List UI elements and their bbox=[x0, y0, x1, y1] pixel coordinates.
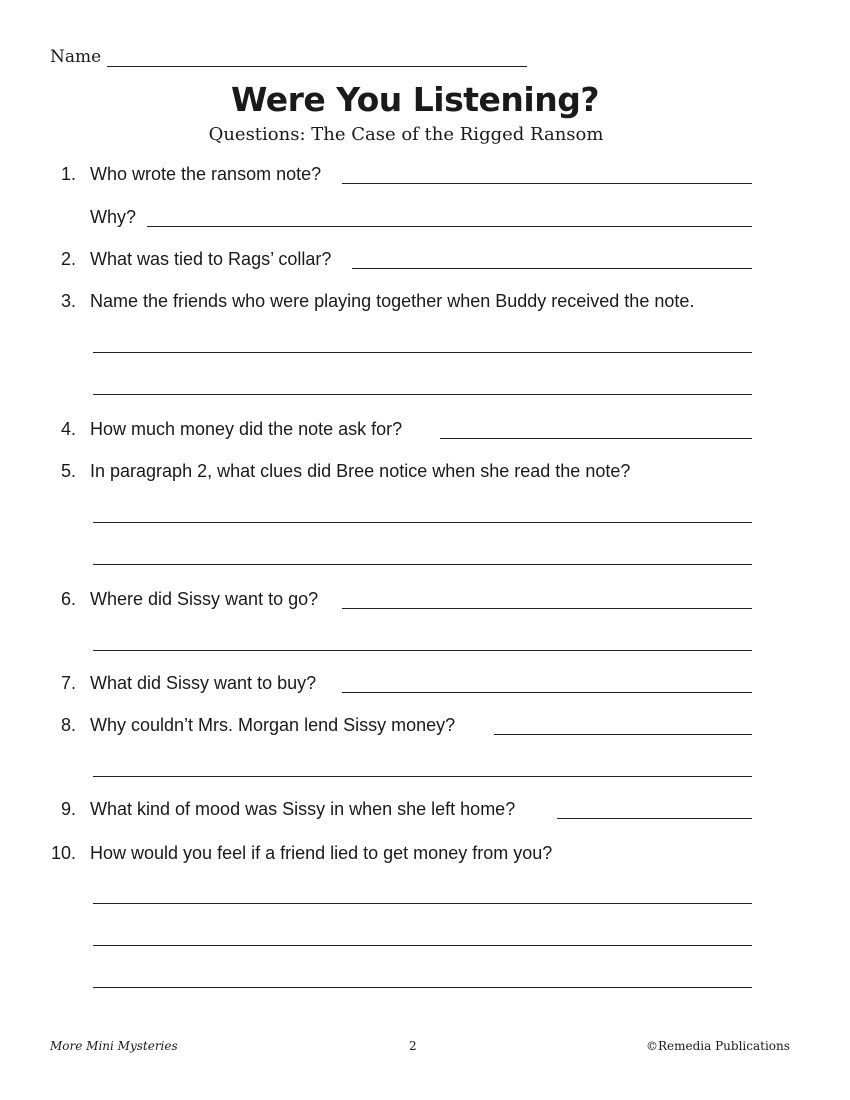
answer-line-9[interactable] bbox=[557, 818, 752, 819]
answer-line-8a[interactable] bbox=[494, 734, 752, 735]
name-answer-line[interactable] bbox=[107, 66, 527, 67]
question-followup-1: Why? bbox=[90, 207, 137, 227]
page-title: Were You Listening? bbox=[231, 80, 599, 119]
question-text-9: What kind of mood was Sissy in when she left home? bbox=[90, 799, 516, 819]
question-number-3: 3. bbox=[60, 291, 76, 311]
question-number-10: 10. bbox=[50, 843, 76, 863]
question-text-4: How much money did the note ask for? bbox=[90, 419, 403, 439]
page-subtitle: Questions: The Case of the Rigged Ransom bbox=[208, 124, 604, 145]
footer-book-title: More Mini Mysteries bbox=[50, 1039, 178, 1053]
question-text-10: How would you feel if a friend lied to get money from you? bbox=[90, 843, 553, 863]
answer-line-10a[interactable] bbox=[93, 903, 752, 904]
question-number-4: 4. bbox=[60, 419, 76, 439]
question-text-6: Where did Sissy want to go? bbox=[90, 589, 319, 609]
answer-line-8b[interactable] bbox=[93, 776, 752, 777]
answer-line-6a[interactable] bbox=[342, 608, 752, 609]
question-text-3: Name the friends who were playing together when Buddy received the note. bbox=[90, 291, 695, 311]
question-text-7: What did Sissy want to buy? bbox=[90, 673, 317, 693]
footer-page-number: 2 bbox=[409, 1039, 417, 1053]
answer-line-1-why[interactable] bbox=[147, 226, 752, 227]
answer-line-2[interactable] bbox=[352, 268, 752, 269]
answer-line-5a[interactable] bbox=[93, 522, 752, 523]
question-number-9: 9. bbox=[60, 799, 76, 819]
question-number-6: 6. bbox=[60, 589, 76, 609]
answer-line-5b[interactable] bbox=[93, 564, 752, 565]
footer-publisher: ©Remedia Publications bbox=[646, 1039, 790, 1053]
answer-line-3b[interactable] bbox=[93, 394, 752, 395]
answer-line-10b[interactable] bbox=[93, 945, 752, 946]
answer-line-4[interactable] bbox=[440, 438, 752, 439]
question-number-1: 1. bbox=[60, 164, 76, 184]
question-text-2: What was tied to Rags’ collar? bbox=[90, 249, 332, 269]
question-text-8: Why couldn’t Mrs. Morgan lend Sissy money? bbox=[90, 715, 456, 735]
answer-line-7[interactable] bbox=[342, 692, 752, 693]
answer-line-10c[interactable] bbox=[93, 987, 752, 988]
question-number-8: 8. bbox=[60, 715, 76, 735]
name-label: Name bbox=[50, 47, 102, 67]
question-text-5: In paragraph 2, what clues did Bree notice when she read the note? bbox=[90, 461, 631, 481]
answer-line-6b[interactable] bbox=[93, 650, 752, 651]
question-text-1: Who wrote the ransom note? bbox=[90, 164, 322, 184]
question-number-7: 7. bbox=[60, 673, 76, 693]
answer-line-3a[interactable] bbox=[93, 352, 752, 353]
question-number-2: 2. bbox=[60, 249, 76, 269]
answer-line-1[interactable] bbox=[342, 183, 752, 184]
question-number-5: 5. bbox=[60, 461, 76, 481]
